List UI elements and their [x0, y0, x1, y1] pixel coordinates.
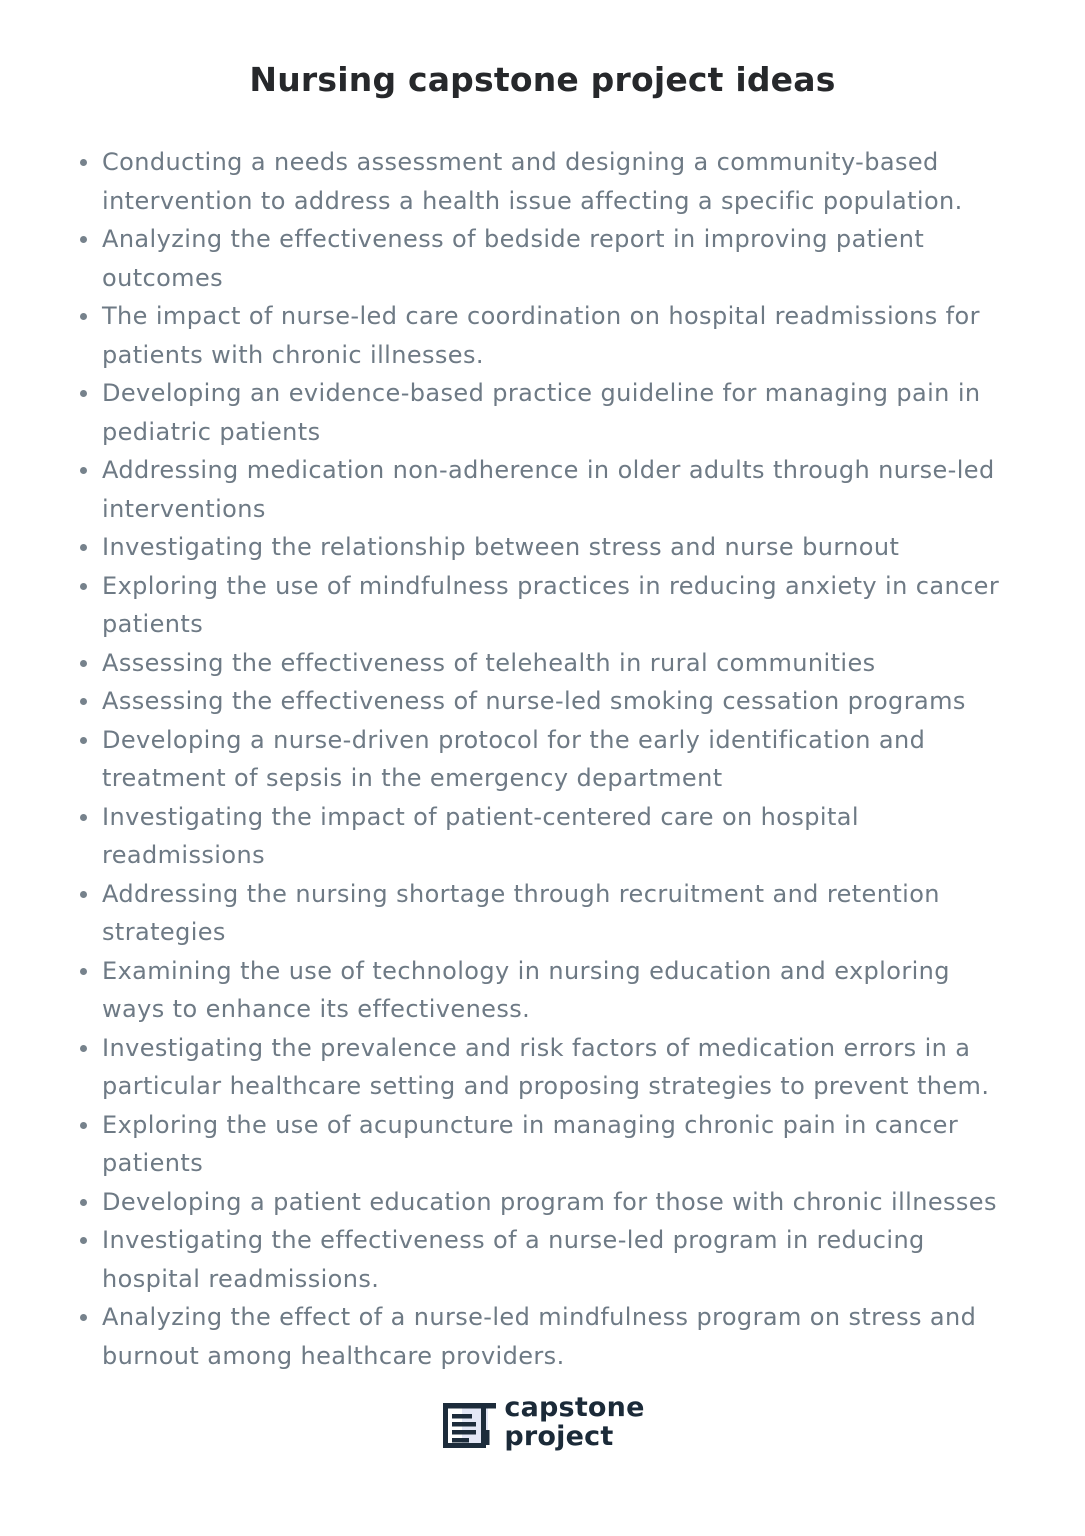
idea-list-item [80, 1298, 1017, 1375]
bullet-icon [80, 313, 87, 320]
bullet-icon [80, 891, 87, 898]
idea-list-item [80, 451, 1017, 528]
idea-text: Developing a patient education program for those with chronic illnesses [102, 1187, 997, 1216]
idea-text: Analyzing the effect of a nurse-led mindfulness program on stress and burnout among healthcare providers. [102, 1303, 977, 1370]
idea-list-item [80, 528, 1017, 567]
bullet-icon [80, 1045, 87, 1052]
idea-text: Developing an evidence-based practice guideline for managing pain in pediatric patients [102, 379, 981, 446]
idea-text: Developing a nurse-driven protocol for the early identification and treatment of sepsis in the emergency department [102, 725, 926, 792]
idea-text: The impact of nurse-led care coordination on hospital readmissions for patients with chronic illnesses. [102, 302, 980, 369]
idea-list-item [80, 1106, 1017, 1183]
bullet-icon [80, 698, 87, 705]
bullet-icon [80, 1314, 87, 1321]
idea-list [0, 143, 1085, 1375]
bullet-icon [80, 390, 87, 397]
idea-list-item [80, 567, 1017, 644]
document-lines-icon [440, 1397, 496, 1451]
bullet-icon [80, 1122, 87, 1129]
idea-list-item [80, 143, 1017, 220]
idea-text: Assessing the effectiveness of nurse-led smoking cessation programs [102, 687, 966, 715]
logo-word-project: project [504, 1421, 614, 1452]
idea-text: Assessing the effectiveness of telehealth in rural communities [102, 648, 876, 677]
idea-text: Examining the use of technology in nursing education and exploring ways to enhance its effectiveness. [102, 956, 950, 1023]
idea-list-item [80, 644, 1017, 683]
bullet-icon [80, 236, 87, 243]
bullet-icon [80, 737, 87, 744]
idea-list-item [80, 1221, 1017, 1298]
idea-list-item [80, 682, 1017, 721]
idea-list-item [80, 875, 1017, 952]
idea-text: Investigating the impact of patient-centered care on hospital readmissions [102, 802, 859, 869]
idea-text: Investigating the relationship between stress and nurse burnout [102, 533, 900, 561]
bullet-icon [80, 159, 87, 166]
idea-list-item [80, 798, 1017, 875]
idea-text: Addressing medication non-adherence in older adults through nurse-led interventions [102, 456, 995, 523]
idea-text: Addressing the nursing shortage through recruitment and retention strategies [102, 879, 940, 946]
idea-list-item [80, 220, 1017, 297]
idea-list-item [80, 1183, 1017, 1222]
bullet-icon [80, 1237, 87, 1244]
idea-list-item [80, 952, 1017, 1029]
idea-text: Analyzing the effectiveness of bedside report in improving patient outcomes [102, 225, 925, 292]
bullet-icon [80, 968, 87, 975]
bullet-icon [80, 544, 87, 551]
idea-list-item [80, 374, 1017, 451]
idea-list-item [80, 721, 1017, 798]
bullet-icon [80, 1199, 87, 1206]
brand-logo [0, 1392, 1085, 1452]
idea-text: Exploring the use of mindfulness practices in reducing anxiety in cancer patients [102, 571, 1000, 638]
bullet-icon [80, 583, 87, 590]
bullet-icon [80, 467, 87, 474]
page-title: Nursing capstone project ideas [249, 60, 836, 99]
idea-text: Investigating the effectiveness of a nurse-led program in reducing hospital readmissions. [102, 1226, 925, 1293]
logo-word-capstone: capstone [504, 1392, 645, 1423]
idea-list-item [80, 1029, 1017, 1106]
idea-text: Investigating the prevalence and risk factors of medication errors in a particular healthcare setting and proposing strategies to prevent them. [102, 1033, 990, 1100]
idea-text: Exploring the use of acupuncture in managing chronic pain in cancer patients [102, 1110, 959, 1177]
idea-list-item [80, 297, 1017, 374]
bullet-icon [80, 660, 87, 667]
logo-text [504, 1393, 644, 1451]
idea-text: Conducting a needs assessment and designing a community-based intervention to address a health issue affecting a specific population. [102, 148, 963, 215]
bullet-icon [80, 814, 87, 821]
